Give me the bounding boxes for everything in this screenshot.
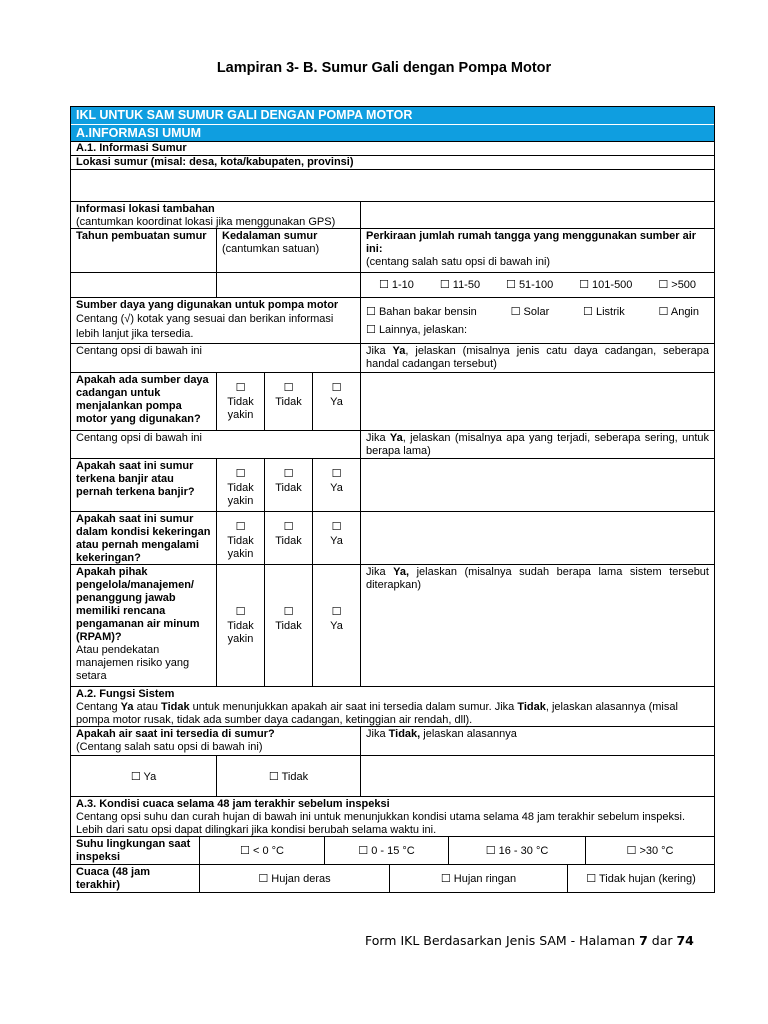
option-label: >30 °C — [639, 845, 674, 857]
checkbox-icon: ☐ — [658, 278, 669, 291]
suhu-option-3[interactable] — [448, 837, 585, 864]
option-label: Hujan deras — [271, 873, 331, 885]
checkbox-icon: ☐ — [283, 467, 294, 480]
option-angin[interactable] — [659, 303, 699, 321]
checkbox-icon: ☐ — [331, 381, 342, 394]
checkbox-icon: ☐ — [283, 381, 294, 394]
checkbox-icon: ☐ — [510, 305, 521, 318]
rpam-tidak[interactable] — [264, 565, 312, 686]
text: , jelaskan (misalnya jenis catu daya cadangan, seberapa handal cadangan tersebut) — [366, 345, 709, 370]
banjir-ya[interactable] — [312, 459, 360, 511]
text-bold: Ya — [120, 701, 134, 713]
form-header — [71, 107, 714, 124]
a1-title: A.1. Informasi Sumur — [76, 142, 187, 154]
sumber-daya-options — [360, 298, 714, 343]
option-label: Ya — [330, 535, 343, 547]
sumber-daya-note: Centang (√) kotak yang sesuai dan berikan informasi lebih lanjut jika tersedia. — [76, 313, 334, 340]
cuaca-row — [71, 864, 714, 892]
cadangan-explain — [360, 344, 714, 372]
text: , jelaskan alasannya (misal pompa motor rusak, tidak ada sumber daya cadangan, ketinggian air rendah, dll). — [76, 701, 678, 726]
rpam-ya[interactable] — [312, 565, 360, 686]
checkbox-icon: ☐ — [283, 520, 294, 533]
checkbox-icon: ☐ — [583, 305, 593, 318]
text: untuk menunjukkan apakah air saat ini tersedia dalam sumur. Jika — [189, 701, 518, 713]
option-label: Tidak yakin — [227, 620, 254, 645]
option-label: Ya — [330, 620, 343, 632]
option-label: Ya — [330, 396, 343, 408]
cadangan-explain-row — [71, 343, 714, 372]
a3-cell — [71, 797, 714, 836]
option-label: 11-50 — [452, 279, 481, 291]
option-label: Ya — [330, 482, 343, 494]
option-11-50[interactable] — [440, 278, 480, 292]
checkbox-icon: ☐ — [366, 305, 376, 318]
checkbox-icon: ☐ — [579, 278, 589, 291]
option-lainnya[interactable] — [366, 321, 709, 339]
lokasi-input[interactable] — [71, 170, 714, 201]
checkbox-icon: ☐ — [235, 605, 246, 618]
banjir-question-row — [71, 458, 714, 511]
option-label: 0 - 15 °C — [371, 845, 415, 857]
banjir-tidak[interactable] — [264, 459, 312, 511]
lokasi-input-row — [71, 169, 714, 201]
text: Jika — [366, 728, 389, 740]
text-bold: Ya — [392, 345, 406, 357]
a1-title-row — [71, 141, 714, 155]
info-tambahan-note: (cantumkan koordinat lokasi jika menggunakan GPS) — [76, 216, 336, 228]
tahun-input[interactable] — [71, 273, 216, 297]
text: Centang — [76, 701, 121, 713]
option-label: Tidak yakin — [227, 396, 254, 421]
option-101-500[interactable] — [579, 278, 632, 292]
option-label: 101-500 — [592, 279, 633, 291]
kering-ya[interactable] — [312, 512, 360, 564]
checkbox-icon: ☐ — [440, 872, 451, 885]
a2-desc — [76, 701, 709, 726]
rpam-tidak-yakin[interactable] — [216, 565, 264, 686]
option-label: Solar — [523, 306, 550, 318]
rpam-question-row — [71, 564, 714, 686]
kering-question: Apakah saat ini sumur dalam kondisi kekeringan atau pernah mengalami kekeringan? — [76, 513, 211, 564]
option-solar[interactable] — [511, 303, 550, 321]
checkbox-icon: ☐ — [506, 278, 516, 291]
checkbox-icon: ☐ — [366, 323, 376, 336]
text-bold: Tidak — [161, 701, 190, 713]
a2-option-tidak[interactable] — [216, 756, 360, 796]
rumah-tangga-options — [360, 273, 714, 297]
a3-title: A.3. Kondisi cuaca selama 48 jam terakhir sebelum inspeksi — [76, 798, 390, 810]
a3-desc: Centang opsi suhu dan curah hujan di bawah ini untuk menunjukkan kondisi utama selama 48 jam terakhir sebelum inspeksi. Lebih dari satu opsi dapat dilingkari jika kondisi berubah selama waktu ini. — [76, 811, 686, 836]
checkbox-icon: ☐ — [130, 770, 141, 783]
option-bensin[interactable] — [366, 303, 477, 321]
checkbox-icon: ☐ — [258, 872, 269, 885]
option-1-10[interactable] — [379, 278, 414, 292]
option-label: Tidak — [275, 535, 302, 547]
option-label: Angin — [670, 306, 699, 318]
a3-row — [71, 796, 714, 836]
option-label: Hujan ringan — [453, 873, 517, 885]
text: Jika — [366, 566, 394, 578]
banjir-explain — [360, 431, 714, 458]
suhu-row — [71, 836, 714, 864]
cadangan-explain-input[interactable] — [360, 373, 714, 430]
rumah-tangga-cell — [360, 229, 714, 272]
cuaca-option-3[interactable] — [567, 865, 714, 892]
kedalaman-cell — [216, 229, 360, 272]
text-bold: Tidak — [517, 701, 546, 713]
a2-option-ya[interactable] — [71, 756, 216, 796]
rpam-question-note: Atau pendekatan manajemen risiko yang setara — [76, 644, 190, 682]
option-label: Listrik — [595, 306, 625, 318]
banjir-tidak-yakin[interactable] — [216, 459, 264, 511]
rpam-explain — [360, 565, 714, 686]
cuaca-label: Cuaca (48 jam terakhir) — [76, 866, 150, 891]
centang-opsi-1: Centang opsi di bawah ini — [76, 345, 202, 357]
a2-question-row — [71, 726, 714, 755]
footer-of: dar — [647, 933, 677, 948]
option-label: 16 - 30 °C — [498, 845, 549, 857]
text-bold: Ya — [389, 432, 403, 444]
a2-cell — [71, 687, 714, 726]
checkbox-icon: ☐ — [586, 872, 597, 885]
checkbox-icon: ☐ — [439, 278, 450, 291]
option-label: Tidak — [275, 482, 302, 494]
kedalaman-note: (cantumkan satuan) — [222, 243, 320, 255]
checkbox-icon: ☐ — [331, 605, 342, 618]
centang-opsi-2: Centang opsi di bawah ini — [76, 432, 202, 444]
cuaca-option-1[interactable] — [199, 865, 389, 892]
option-label: Lainnya, jelaskan: — [378, 324, 467, 336]
kering-tidak[interactable] — [264, 512, 312, 564]
checkbox-icon: ☐ — [283, 605, 294, 618]
checkbox-icon: ☐ — [235, 520, 246, 533]
suhu-option-1[interactable] — [199, 837, 324, 864]
checkbox-icon: ☐ — [378, 278, 389, 291]
text-bold: Ya, — [393, 566, 410, 578]
option-listrik[interactable] — [583, 303, 625, 321]
option-label: < 0 °C — [252, 845, 284, 857]
a2-explain — [360, 727, 714, 755]
inspection-form — [70, 106, 715, 893]
rumah-tangga-options-row — [71, 272, 714, 297]
cadangan-question-row — [71, 372, 714, 430]
page-footer — [365, 933, 694, 948]
checkbox-icon: ☐ — [331, 467, 342, 480]
form-header-text: IKL UNTUK SAM SUMUR GALI DENGAN POMPA MOTOR — [76, 108, 413, 122]
checkbox-icon: ☐ — [240, 844, 250, 857]
option-label: Ya — [143, 771, 157, 783]
rpam-question: Apakah pihak pengelola/manajemen/ penanggung jawab memiliki rencana pengamanan air minum (RPAM)? — [76, 566, 200, 643]
suhu-label: Suhu lingkungan saat inspeksi — [76, 838, 191, 863]
text: , jelaskan (misalnya apa yang terjadi, seberapa sering, untuk berapa lama) — [366, 432, 709, 457]
a2-options-row — [71, 755, 714, 796]
option-label: Tidak — [275, 620, 302, 632]
banjir-question: Apakah saat ini sumur terkena banjir atau pernah terkena banjir? — [76, 460, 195, 498]
footer-text: Form IKL Berdasarkan Jenis SAM - Halaman — [365, 933, 640, 948]
option-label: Tidak yakin — [227, 482, 254, 507]
info-tambahan-cell — [71, 202, 360, 228]
option-label: Bahan bakar bensin — [378, 306, 477, 318]
kering-explain-input[interactable] — [360, 512, 714, 564]
footer-page-number: 7 — [639, 933, 648, 948]
cadangan-ya[interactable] — [312, 373, 360, 430]
cadangan-question: Apakah ada sumber daya cadangan untuk menjalankan pompa motor yang digunakan? — [76, 374, 209, 425]
a2-question-cell — [71, 727, 360, 755]
text: atau — [133, 701, 162, 713]
text: Jika — [366, 432, 390, 444]
kering-question-row — [71, 511, 714, 564]
lokasi-label-row — [71, 155, 714, 169]
cadangan-tidak[interactable] — [264, 373, 312, 430]
a2-question-note: (Centang salah satu opsi di bawah ini) — [76, 741, 263, 753]
kering-tidak-yakin[interactable] — [216, 512, 264, 564]
text: Jika — [366, 345, 393, 357]
cuaca-option-2[interactable] — [389, 865, 567, 892]
option-label: Tidak hujan (kering) — [598, 873, 696, 885]
banjir-explain-row — [71, 430, 714, 458]
rpam-question-cell — [71, 565, 216, 686]
footer-total-pages: 74 — [676, 933, 694, 948]
tahun-label: Tahun pembuatan sumur — [76, 230, 207, 242]
a2-question: Apakah air saat ini tersedia di sumur? — [76, 728, 275, 740]
checkbox-icon: ☐ — [658, 305, 669, 318]
checkbox-icon: ☐ — [235, 381, 246, 394]
lokasi-label: Lokasi sumur (misal: desa, kota/kabupaten, provinsi) — [76, 156, 354, 168]
option-label: 51-100 — [518, 279, 554, 291]
checkbox-icon: ☐ — [358, 844, 369, 857]
kedalaman-input[interactable] — [216, 273, 360, 297]
info-tambahan-label: Informasi lokasi tambahan — [76, 203, 215, 215]
text-bold: Tidak, — [388, 728, 421, 740]
option-500-plus[interactable] — [658, 278, 696, 292]
checkbox-icon: ☐ — [235, 467, 246, 480]
checkbox-icon: ☐ — [626, 844, 637, 857]
rumah-tangga-note: (centang salah satu opsi di bawah ini) — [366, 256, 551, 268]
info-tambahan-input[interactable] — [360, 202, 714, 228]
sumber-daya-row — [71, 297, 714, 343]
suhu-option-2[interactable] — [324, 837, 448, 864]
option-51-100[interactable] — [506, 278, 553, 292]
info-tambahan-row — [71, 201, 714, 228]
cadangan-tidak-yakin[interactable] — [216, 373, 264, 430]
kedalaman-label: Kedalaman sumur — [222, 230, 318, 242]
checkbox-icon: ☐ — [485, 844, 496, 857]
option-label: 1-10 — [391, 279, 414, 291]
section-a-header — [71, 124, 714, 141]
option-label: Tidak yakin — [227, 535, 254, 560]
banjir-explain-input[interactable] — [360, 459, 714, 511]
a2-explain-input[interactable] — [360, 756, 714, 796]
checkbox-icon: ☐ — [331, 520, 342, 533]
checkbox-icon: ☐ — [268, 770, 279, 783]
suhu-option-4[interactable] — [585, 837, 714, 864]
sumber-daya-label: Sumber daya yang digunakan untuk pompa motor — [76, 299, 339, 311]
a2-row — [71, 686, 714, 726]
tahun-row — [71, 228, 714, 272]
section-a-text: A.INFORMASI UMUM — [76, 126, 201, 140]
option-label: Tidak — [281, 771, 309, 783]
option-label: >500 — [671, 279, 697, 291]
text: jelaskan (misalnya sudah berapa lama sistem tersebut diterapkan) — [366, 566, 709, 591]
text: jelaskan alasannya — [420, 728, 517, 740]
option-label: Tidak — [275, 396, 302, 408]
page-title: Lampiran 3- B. Sumur Gali dengan Pompa Motor — [216, 60, 552, 76]
sumber-daya-cell — [71, 298, 360, 343]
rumah-tangga-label: Perkiraan jumlah rumah tangga yang menggunakan sumber air ini: — [366, 230, 697, 255]
a2-title: A.2. Fungsi Sistem — [76, 688, 175, 700]
